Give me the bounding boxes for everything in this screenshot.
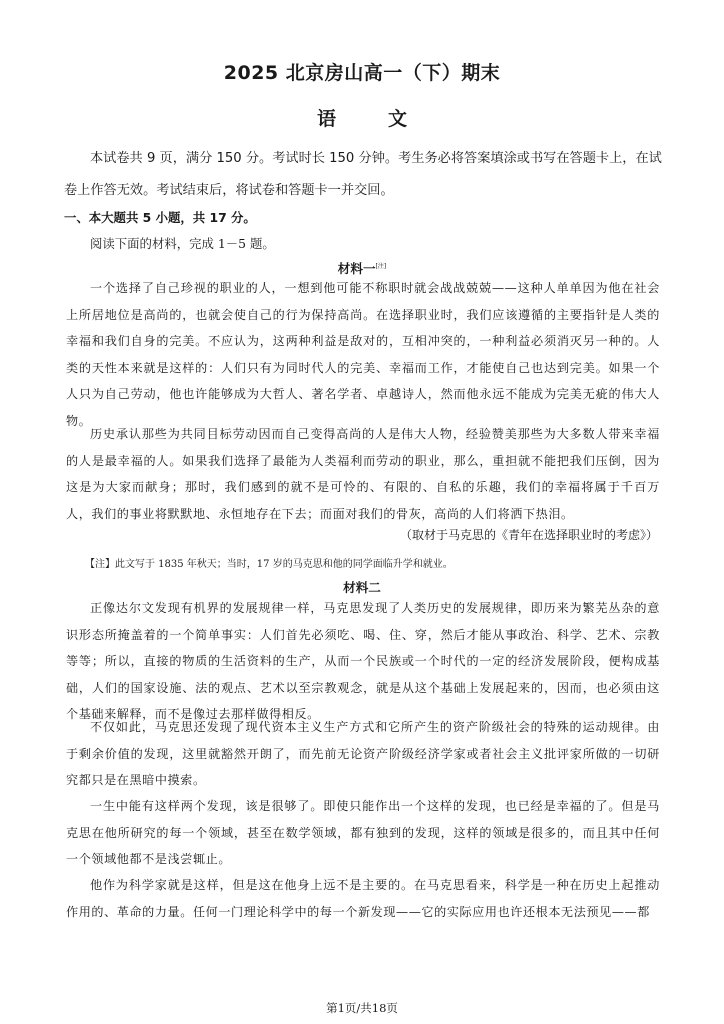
material-1-paragraph-1: 一个选择了自己珍视的职业的人，一想到他可能不称职时就会战战兢兢——这种人单单因为他在社会上所居地位是高尚的，也就会使自己的行为保持高尚。在选择职业时，我们应该遵循的主要指针是人类的幸福和我们自身的完美。不应认为，这两种利益是敌对的，互相冲突的，一种利益必须消灭另一种的。人类的天性本来就是这样的：人们只有为同时代人的完美、幸福而工作，才能使自己也达到完美。如果一个人只为自己劳动，他也许能够成为大哲人、著名学者、卓越诗人，然而他永远不能成为完美无疵的伟大人物。 [66, 281, 660, 428]
material-2-paragraph-1: 正像达尔文发现有机界的发展规律一样，马克思发现了人类历史的发展规律，即历来为繁芜丛杂的意识形态所掩盖着的一个简单事实：人们首先必须吃、喝、住、穿，然后才能从事政治、科学、艺术、宗教等等；所以，直接的物质的生活资料的生产，从而一个民族或一个时代的一定的经济发展阶段，便构成基础，人们的国家设施、法的观点、艺术以至宗教观念，就是从这个基础上发展起来的，因而，也必须由这个基础来解释，而不是像过去那样做得相反。 [66, 601, 660, 722]
section-heading: 一、本大题共 5 小题，共 17 分。 [64, 210, 256, 225]
page-title: 2025 北京房山高一（下）期末 [223, 62, 501, 84]
page-footer: 第1页/共18页 [326, 1001, 398, 1015]
material-1-note-mark: [注] [375, 262, 387, 270]
section-prompt: 阅读下面的材料，完成 1－5 题。 [90, 236, 275, 251]
material-1-title: 材料一 [337, 261, 376, 276]
material-2-paragraph-2: 不仅如此，马克思还发现了现代资本主义生产方式和它所产生的资产阶级社会的特殊的运动规律。由于剩余价值的发现，这里就豁然开朗了，而先前无论资产阶级经济学家或者社会主义批评家所做的一切研究都只是在黑暗中摸索。 [66, 720, 660, 788]
material-1-footnote: 【注】此文写于 1835 年秋天；当时，17 岁的马克思和他的同学面临升学和就业。 [85, 559, 453, 570]
subject-char-1: 语 [316, 108, 336, 130]
material-2-paragraph-4: 他作为科学家就是这样，但是这在他身上远不是主要的。在马克思看来，科学是一种在历史上起推动作用的、革命的力量。任何一门理论科学中的每一个新发现——它的实际应用也许还根本无法预见——都 [66, 878, 660, 919]
material-1-paragraph-2: 历史承认那些为共同目标劳动因而自己变得高尚的人是伟大人物，经验赞美那些为大多数人带来幸福的人是最幸福的人。如果我们选择了最能为人类福利而劳动的职业，那么，重担就不能把我们压倒，因为这是为大家而献身；那时，我们感到的就不是可怜的、有限的、自私的乐趣，我们的幸福将属于千百万人，我们的事业将默默地、永恒地存在下去；而面对我们的骨灰，高尚的人们将洒下热泪。 [66, 427, 660, 521]
material-2-paragraph-3: 一生中能有这样两个发现，该是很够了。即使只能作出一个这样的发现，也已经是幸福的了。但是马克思在他所研究的每一个领域，甚至在数学领域，都有独到的发现，这样的领域是很多的，而且其中任何一个领域他都不是浅尝辄止。 [66, 799, 660, 867]
subject-char-2: 文 [388, 108, 408, 130]
subject-title [0, 104, 724, 131]
material-2-title: 材料二 [343, 580, 381, 595]
material-1-source: （取材于马克思的《青年在选择职业时的考虑》） [399, 528, 658, 542]
exam-instructions: 本试卷共 9 页，满分 150 分。考试时长 150 分钟。考生务必将答案填涂或书写在答题卡上，在试卷上作答无效。考试结束后，将试卷和答题卡一并交回。 [64, 151, 662, 198]
